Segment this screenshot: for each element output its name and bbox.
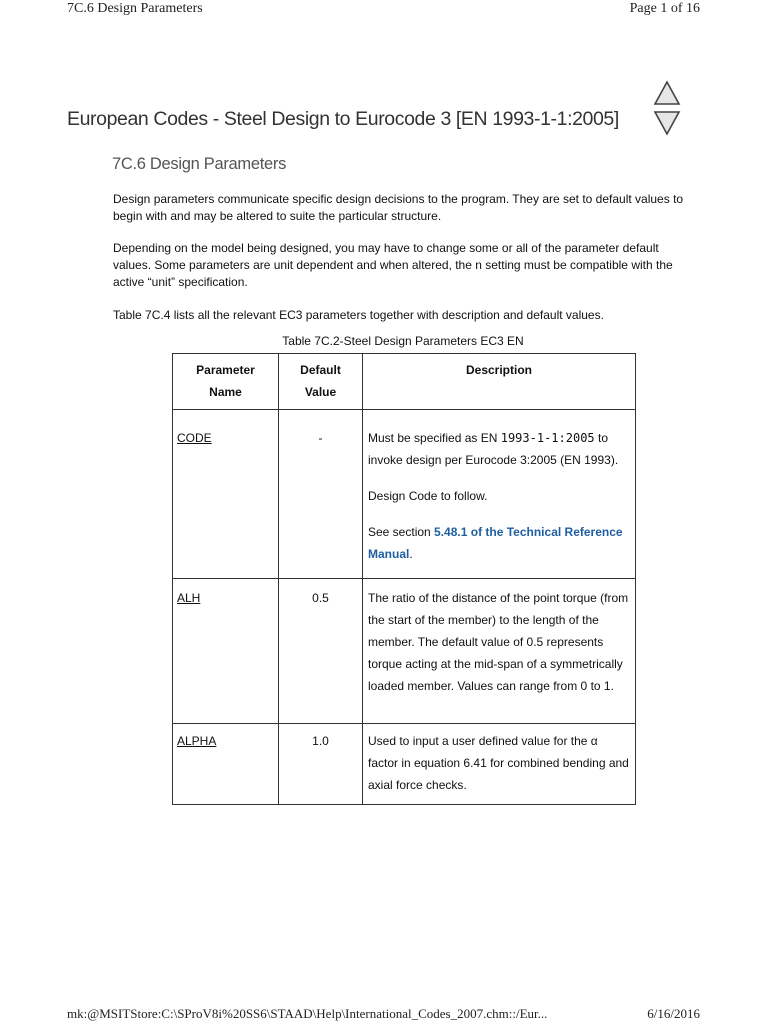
column-header-default-value-line1: Default [300, 363, 341, 377]
triangle-down-icon[interactable] [652, 110, 682, 136]
table-caption: Table 7C.2-Steel Design Parameters EC3 EN [282, 334, 524, 348]
topic-navigation [652, 80, 682, 136]
table-row [173, 579, 636, 724]
parameter-name-link[interactable]: ALH [177, 591, 201, 605]
table-row [173, 410, 636, 579]
page-title: European Codes - Steel Design to Eurocode 3 [EN 1993-1-1:2005] [67, 108, 619, 130]
column-header-default-value [279, 354, 363, 410]
print-header-title: 7C.6 Design Parameters [67, 1, 203, 16]
print-header [67, 0, 700, 20]
units-paragraph: Depending on the model being designed, you may have to change some or all of the parameter default values. Some parameters are unit dependent and when altered, the n setting must be compatible with the active “unit” specification. [113, 241, 673, 289]
triangle-up-icon[interactable] [652, 80, 682, 106]
column-header-parameter-name-line1: Parameter [196, 363, 255, 377]
print-footer [67, 1006, 700, 1024]
parameters-table [172, 353, 636, 805]
parameter-name-link[interactable]: CODE [177, 431, 212, 445]
description-cell [363, 410, 636, 579]
code-literal: 1993-1-1:2005 [500, 431, 595, 445]
default-value-cell: - [279, 410, 363, 579]
description-text-2: Design Code to follow. [368, 489, 488, 503]
parameter-name-cell [173, 579, 279, 724]
table-header-row [173, 354, 636, 410]
parameter-name-link[interactable]: ALPHA [177, 734, 217, 748]
table-row [173, 724, 636, 805]
description-text-prefix: Must be specified as EN [368, 431, 501, 445]
parameter-name-cell [173, 410, 279, 579]
see-also-text [368, 521, 631, 565]
print-header-page-number: Page 1 of 16 [629, 1, 700, 16]
intro-paragraph: Design parameters communicate specific design decisions to the program. They are set to default values to begin with and may be altered to suite the particular structure. [113, 192, 684, 223]
see-also-suffix: . [409, 547, 413, 561]
description-cell: The ratio of the distance of the point torque (from the start of the member) to the length of the member. The default value of 0.5 represents torque acting at the mid-span of a symmetrically loaded member. Values can range from 0 to 1. [363, 579, 636, 724]
column-header-description: Description [363, 354, 636, 410]
column-header-parameter-name-line2: Name [209, 385, 242, 399]
column-header-default-value-line2: Value [304, 385, 337, 399]
default-value-cell: 0.5 [279, 579, 363, 724]
print-footer-date: 6/16/2016 [647, 1006, 700, 1021]
parameter-name-cell [173, 724, 279, 805]
description-cell: Used to input a user defined value for the α factor in equation 6.41 for combined bending and axial force checks. [363, 724, 636, 805]
technical-reference-link[interactable]: 5.48.1 of the Technical Reference Manual [368, 525, 623, 561]
see-also-prefix: See section [368, 525, 435, 539]
description-text-suffix: to invoke design per Eurocode 3:2005 (EN 1993). [368, 431, 619, 467]
section-title: 7C.6 Design Parameters [112, 155, 287, 173]
print-footer-path: mk:@MSITStore:C:\SProV8i%20SS6\STAAD\Help\International_Codes_2007.chm::/Eur... [67, 1006, 548, 1021]
column-header-parameter-name [173, 354, 279, 410]
default-value-cell: 1.0 [279, 724, 363, 805]
table-reference-paragraph: Table 7C.4 lists all the relevant EC3 parameters together with description and default values. [113, 308, 604, 322]
description-text [368, 427, 631, 471]
